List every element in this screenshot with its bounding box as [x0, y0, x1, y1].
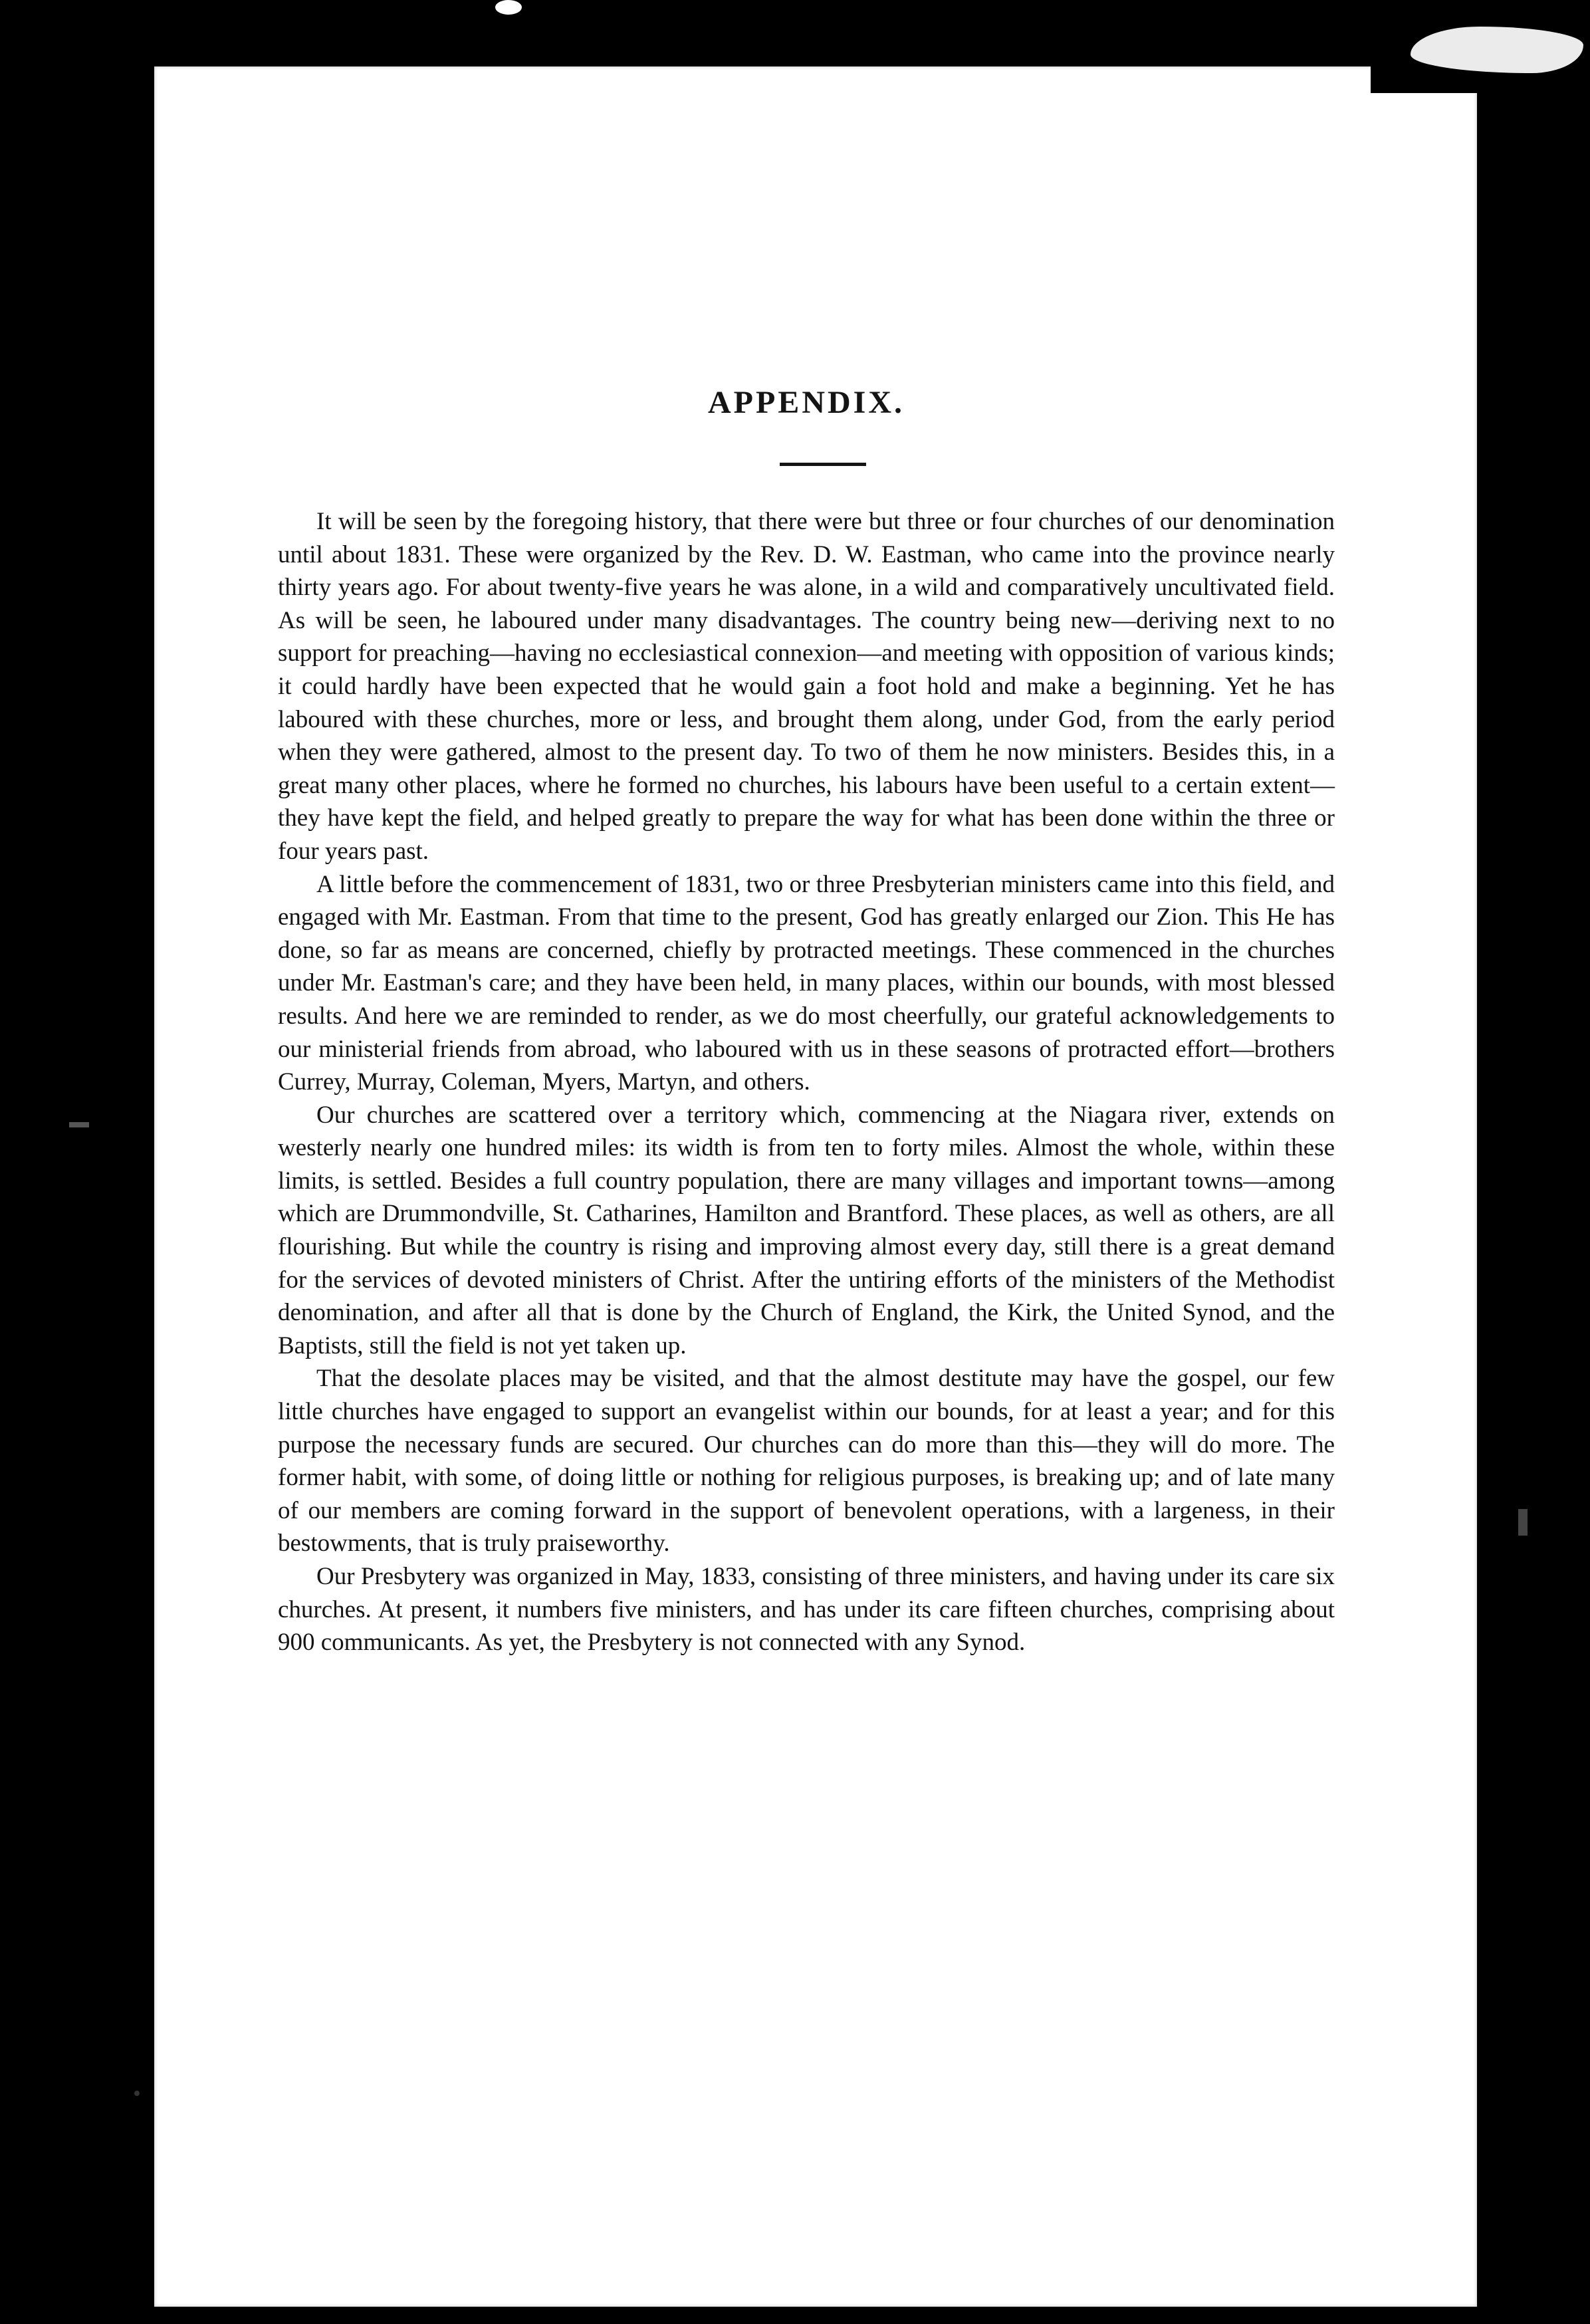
scan-speck	[495, 0, 522, 15]
paragraph-3: Our churches are scattered over a territory which, commencing at the Niagara river, extends on westerly nearly one hundred miles: its width is from ten to forty miles. Almost the whole, within these limits, is settled. Besides a full country population, there are many villages and important towns—among which are Drummondville, St. Catharines, Hamilton and Brantford. These places, as well as others, are all flourishing. But while the country is rising and improving almost every day, still there is a great demand for the services of devoted ministers of Christ. After the untiring efforts of the ministers of the Methodist denomination, and after all that is done by the Church of England, the Kirk, the United Synod, and the Baptists, still the field is not yet taken up.	[278, 1101, 1335, 1359]
margin-dot	[134, 2091, 140, 2096]
paragraph-5: Our Presbytery was organized in May, 1833, consisting of three ministers, and having under its care six churches. At present, it numbers five ministers, and has under its care fifteen churches, comprising about 900 communicants. As yet, the Presbytery is not connected with any Synod.	[278, 1563, 1335, 1657]
margin-mark-left	[69, 1122, 89, 1127]
margin-mark-right	[1518, 1509, 1528, 1536]
paragraph-1: It will be seen by the foregoing history, that there were but three or four churches of our denomination until about 1831. These were organized by the Rev. D. W. Eastman, who came into the province nearly thirty years ago. For about twenty-five years he was alone, in a wild and comparatively uncultivated field. As will be seen, he laboured under many disadvantages. The country being new—deriving next to no support for preaching—having no ecclesiastical connexion—and meeting with opposition of various kinds; it could hardly have been expected that he would gain a foot hold and make a beginning. Yet he has laboured with these churches, more or less, and brought them along, under God, from the early period when they were gathered, almost to the present day. To two of them he now ministers. Besides this, in a great many other places, where he formed no churches, his labours have been useful to a certain extent—they have kept the field, and helped greatly to prepare the way for what has been done within the three or four years past.	[278, 508, 1335, 865]
document-page	[154, 66, 1477, 2307]
torn-paper-fragment	[1411, 27, 1583, 73]
torn-corner	[1371, 0, 1590, 93]
heading-rule	[780, 463, 866, 466]
appendix-body	[278, 505, 1335, 1659]
paragraph-4: That the desolate places may be visited, and that the almost destitute may have the gospel, our few little churches have engaged to support an evangelist within our bounds, for at least a year; and for this purpose the necessary funds are secured. Our churches can do more than this—they will do more. The former habit, with some, of doing little or nothing for religious purposes, is breaking up; and of late many of our members are coming forward in the support of benevolent operations, with a largeness, in their bestowments, that is truly praiseworthy.	[278, 1365, 1335, 1558]
page-heading: APPENDIX.	[708, 385, 905, 420]
paragraph-2: A little before the commencement of 1831, two or three Presbyterian ministers came into this field, and engaged with Mr. Eastman. From that time to the present, God has greatly enlarged our Zion. This He has done, so far as means are concerned, chiefly by protracted meetings. These commenced in the churches under Mr. Eastman's care; and they have been held, in many places, within our bounds, with most blessed results. And here we are reminded to render, as we do most cheerfully, our grateful acknowledgements to our ministerial friends from abroad, who laboured with us in these seasons of protracted effort—brothers Currey, Murray, Coleman, Myers, Martyn, and others.	[278, 870, 1335, 1096]
